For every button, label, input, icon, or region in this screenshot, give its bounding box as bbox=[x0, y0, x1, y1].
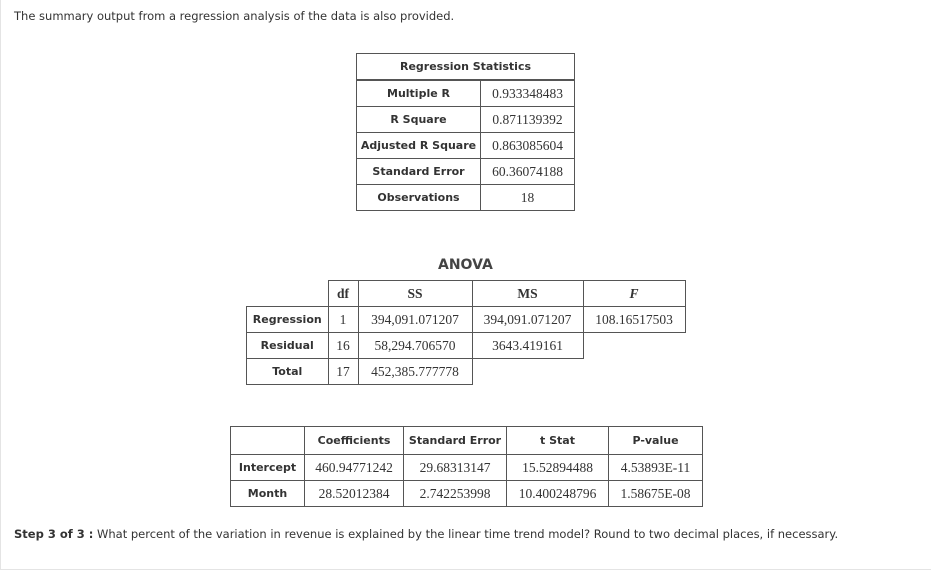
table-row bbox=[247, 333, 686, 359]
cell: 10.400248796 bbox=[507, 481, 609, 507]
cell: 2.742253998 bbox=[404, 481, 507, 507]
cell: 3643.419161 bbox=[472, 333, 583, 359]
cell: 108.16517503 bbox=[583, 307, 685, 333]
row-value: 0.863085604 bbox=[481, 133, 575, 159]
anova-title: ANOVA bbox=[438, 257, 493, 273]
header-t-stat: t Stat bbox=[507, 427, 609, 455]
step-label: Step 3 of 3 : bbox=[14, 527, 94, 541]
row-label: Standard Error bbox=[357, 159, 481, 185]
header-standard-error: Standard Error bbox=[404, 427, 507, 455]
row-label: Observations bbox=[357, 185, 481, 211]
table-title: Regression Statistics bbox=[357, 54, 575, 81]
regression-statistics-table bbox=[356, 53, 575, 211]
cell: 4.53893E-11 bbox=[609, 455, 703, 481]
header-coefficients: Coefficients bbox=[305, 427, 404, 455]
header-df: df bbox=[328, 281, 358, 307]
header-ss: SS bbox=[358, 281, 472, 307]
row-label: Regression bbox=[247, 307, 329, 333]
row-value: 18 bbox=[481, 185, 575, 211]
header-p-value: P-value bbox=[609, 427, 703, 455]
row-value: 0.933348483 bbox=[481, 80, 575, 107]
cell: 28.52012384 bbox=[305, 481, 404, 507]
cell: 1.58675E-08 bbox=[609, 481, 703, 507]
question-text: What percent of the variation in revenue is explained by the linear time trend model? Round to two decimal places, if necessary. bbox=[97, 527, 839, 541]
anova-table bbox=[246, 280, 686, 385]
row-label: Multiple R bbox=[357, 80, 481, 107]
row-value: 60.36074188 bbox=[481, 159, 575, 185]
cell: 15.52894488 bbox=[507, 455, 609, 481]
cell: 29.68313147 bbox=[404, 455, 507, 481]
row-label: Month bbox=[231, 481, 305, 507]
table-row bbox=[231, 481, 703, 507]
coefficients-table bbox=[230, 426, 703, 507]
intro-text: The summary output from a regression analysis of the data is also provided. bbox=[14, 9, 455, 23]
cell: 17 bbox=[328, 359, 358, 385]
table-row bbox=[247, 307, 686, 333]
header-f: F bbox=[583, 281, 685, 307]
header-ms: MS bbox=[472, 281, 583, 307]
step-question bbox=[14, 527, 838, 541]
row-value: 0.871139392 bbox=[481, 107, 575, 133]
table-row bbox=[247, 359, 686, 385]
row-label: Residual bbox=[247, 333, 329, 359]
row-label: Total bbox=[247, 359, 329, 385]
row-label: Intercept bbox=[231, 455, 305, 481]
cell: 16 bbox=[328, 333, 358, 359]
cell: 394,091.071207 bbox=[472, 307, 583, 333]
cell: 1 bbox=[328, 307, 358, 333]
cell: 394,091.071207 bbox=[358, 307, 472, 333]
cell: 58,294.706570 bbox=[358, 333, 472, 359]
row-label: R Square bbox=[357, 107, 481, 133]
cell: 452,385.777778 bbox=[358, 359, 472, 385]
row-label: Adjusted R Square bbox=[357, 133, 481, 159]
table-row bbox=[231, 455, 703, 481]
cell: 460.94771242 bbox=[305, 455, 404, 481]
